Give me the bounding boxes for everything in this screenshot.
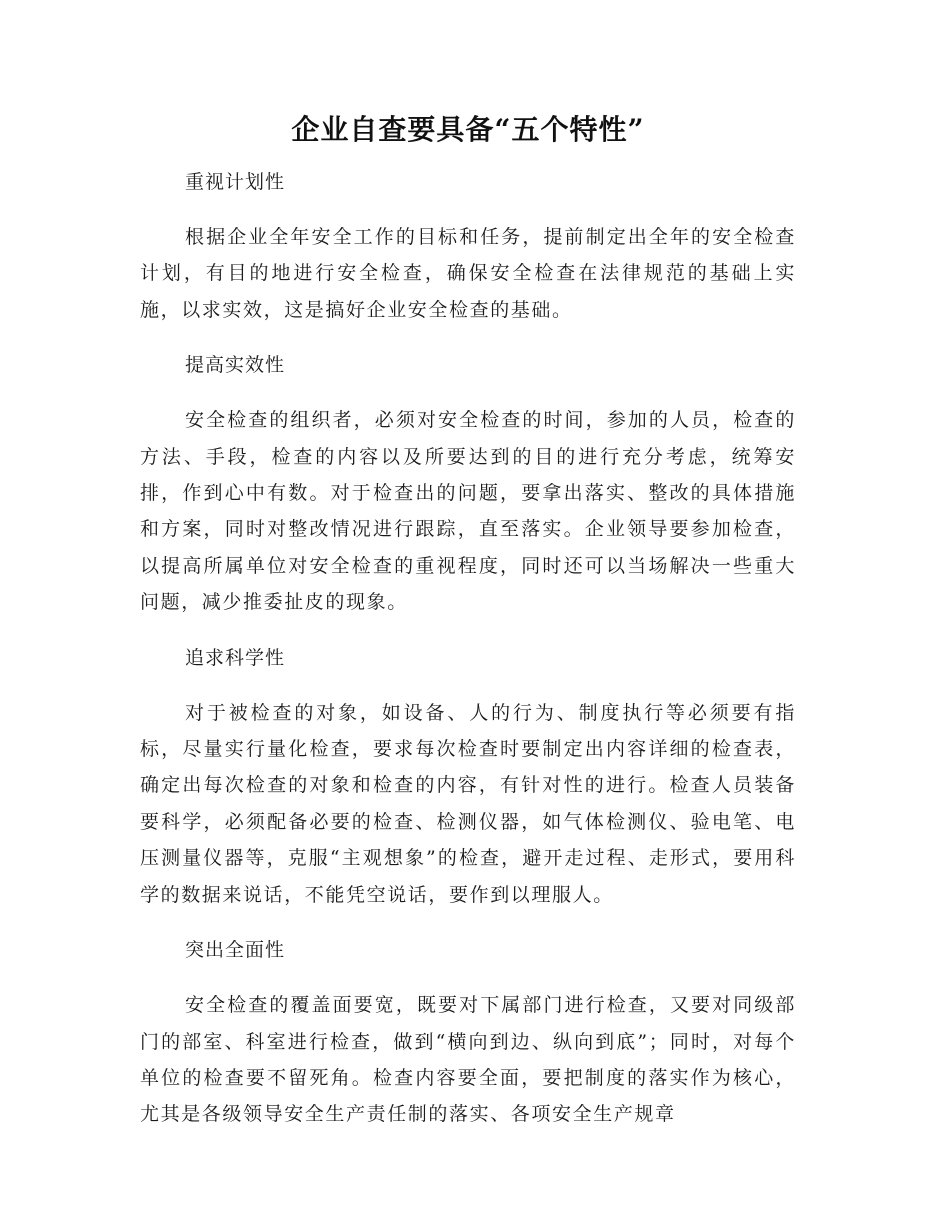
- section-heading: 提高实效性: [185, 354, 286, 377]
- section-paragraph: 安全检查的覆盖面要宽，既要对下属部门进行检查，又要对同级部门的部室、科室进行检查，做到“横向到边、纵向到底”；同时，对每个单位的检查要不留死角。检查内容要全面，要把制度的落实作为核心，尤其是各级领导安全生产责任制的落实、各项安全生产规章: [140, 994, 796, 1126]
- section-comprehensive: [140, 934, 796, 1133]
- section-heading: 追求科学性: [185, 646, 286, 669]
- section-effectiveness: [140, 349, 796, 620]
- section-paragraph: 根据企业全年安全工作的目标和任务，提前制定出全年的安全检查计划，有目的地进行安全检查，确保安全检查在法律规范的基础上实施，以求实效，这是搞好企业安全检查的基础。: [140, 226, 796, 321]
- section-heading: 重视计划性: [185, 171, 286, 193]
- document-page: [140, 108, 796, 1154]
- section-scientific: [140, 642, 796, 913]
- section-heading: 突出全面性: [185, 939, 286, 962]
- section-planning: [140, 166, 796, 328]
- section-paragraph: 安全检查的组织者，必须对安全检查的时间，参加的人员，检查的方法、手段，检查的内容以及所要达到的目的进行充分考虑，统筹安排，作到心中有数。对于检查出的问题，要拿出落实、整改的具体措施和方案，同时对整改情况进行跟踪，直至落实。企业领导要参加检查，以提高所属单位对安全检查的重视程度，同时还可以当场解决一些重大问题，减少推委扯皮的现象。: [140, 409, 796, 614]
- section-paragraph: 对于被检查的对象，如设备、人的行为、制度执行等必须要有指标，尽量实行量化检查，要求每次检查时要制定出内容详细的检查表，确定出每次检查的对象和检查的内容，有针对性的进行。检查人员装备要科学，必须配备必要的检查、检测仪器，如气体检测仪、验电笔、电压测量仪器等，克服“主观想象”的检查，避开走过程、走形式，要用科学的数据来说话，不能凭空说话，要作到以理服人。: [140, 701, 796, 906]
- document-title: 企业自查要具备“五个特性”: [291, 113, 645, 146]
